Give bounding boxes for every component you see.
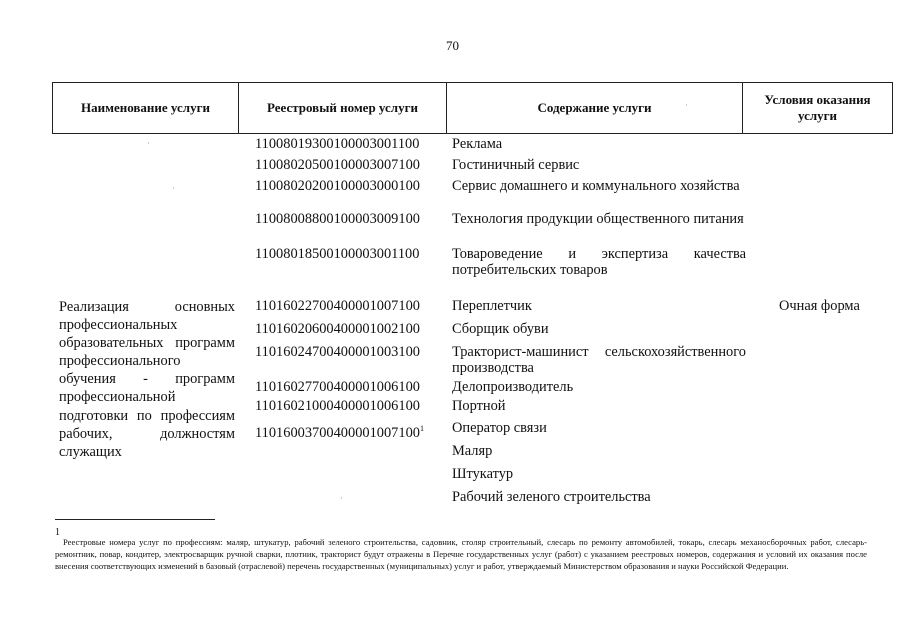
service-content: Маляр (452, 443, 493, 459)
registry-code: 11008020200100003000100 (255, 178, 420, 194)
service-content: Делопроизводитель (452, 379, 574, 395)
service-content: Рабочий зеленого строительства (452, 489, 651, 505)
footnote-mark: 1 (55, 527, 60, 538)
registry-code: 11016020600400001002100 (255, 321, 420, 337)
registry-code-value: 11016003700400001007100 (255, 425, 420, 441)
header-service-name: Наименование услуги (53, 83, 239, 133)
service-content: Сборщик обуви (452, 321, 549, 337)
service-content: Сервис домашнего и коммунального хозяйства (452, 178, 740, 194)
registry-code: 11016022700400001007100 (255, 298, 420, 314)
service-content: Технология продукции общественного питания (452, 211, 744, 227)
service-content: Тракторист-машинист сельскохозяйственного производства (452, 344, 746, 376)
service-content: Штукатур (452, 466, 514, 482)
header-registry-number: Реестровый номер услуги (239, 83, 447, 133)
registry-code (255, 420, 424, 442)
footnote-reference: 1 (419, 424, 424, 433)
service-content: Оператор связи (452, 420, 547, 436)
scan-speck: · (685, 100, 688, 110)
table-header (52, 82, 893, 134)
service-content: Товароведение и экспертиза качества потребительских товаров (452, 246, 746, 278)
registry-code: 11016027700400001006100 (255, 379, 420, 395)
scan-speck: · (340, 493, 343, 503)
service-content: Переплетчик (452, 298, 532, 314)
footnote-text: Реестровые номера услуг по профессиям: маляр, штукатур, рабочий зеленого строительства, садовник, столяр строительный, слесарь по ремонту автомобилей, токарь, слесарь механосборочных работ, слесарь-ремонтник, повар, кондитер, электросварщик ручной сварки, плотник, тракторист будут отражены в Перечне государственных услуг (работ) с указанием реестровых номеров, содержания и условий их оказания после внесения соответствующих изменений в базовый (отраслевой) перечень государственных (муниципальных) услуг и работ, утверждаемый Министерством образования и науки Российской Федерации. (55, 537, 867, 571)
service-content: Портной (452, 398, 506, 414)
scan-speck: · (172, 183, 175, 193)
registry-code: 11008008800100003009100 (255, 211, 420, 227)
registry-code: 11016024700400001003100 (255, 344, 420, 360)
header-conditions: Условия оказания услуги (743, 83, 893, 133)
page-number: 70 (446, 38, 459, 53)
registry-code: 11008019300100003001100 (255, 136, 420, 152)
service-content: Гостиничный сервис (452, 157, 580, 173)
service-condition: Очная форма (779, 298, 860, 314)
header-content: Содержание услуги (447, 83, 743, 133)
footnote-divider (55, 519, 215, 520)
scan-speck: · (147, 138, 150, 148)
registry-code: 11016021000400001006100 (255, 398, 420, 414)
service-name: Реализация основных профессиональных образовательных программ профессионального обучения - программ профессиональной подготовки по профессиям рабочих, должностям служащих (59, 299, 235, 460)
registry-code: 11008020500100003007100 (255, 157, 420, 173)
service-content: Реклама (452, 136, 503, 152)
registry-code: 11008018500100003001100 (255, 246, 420, 262)
